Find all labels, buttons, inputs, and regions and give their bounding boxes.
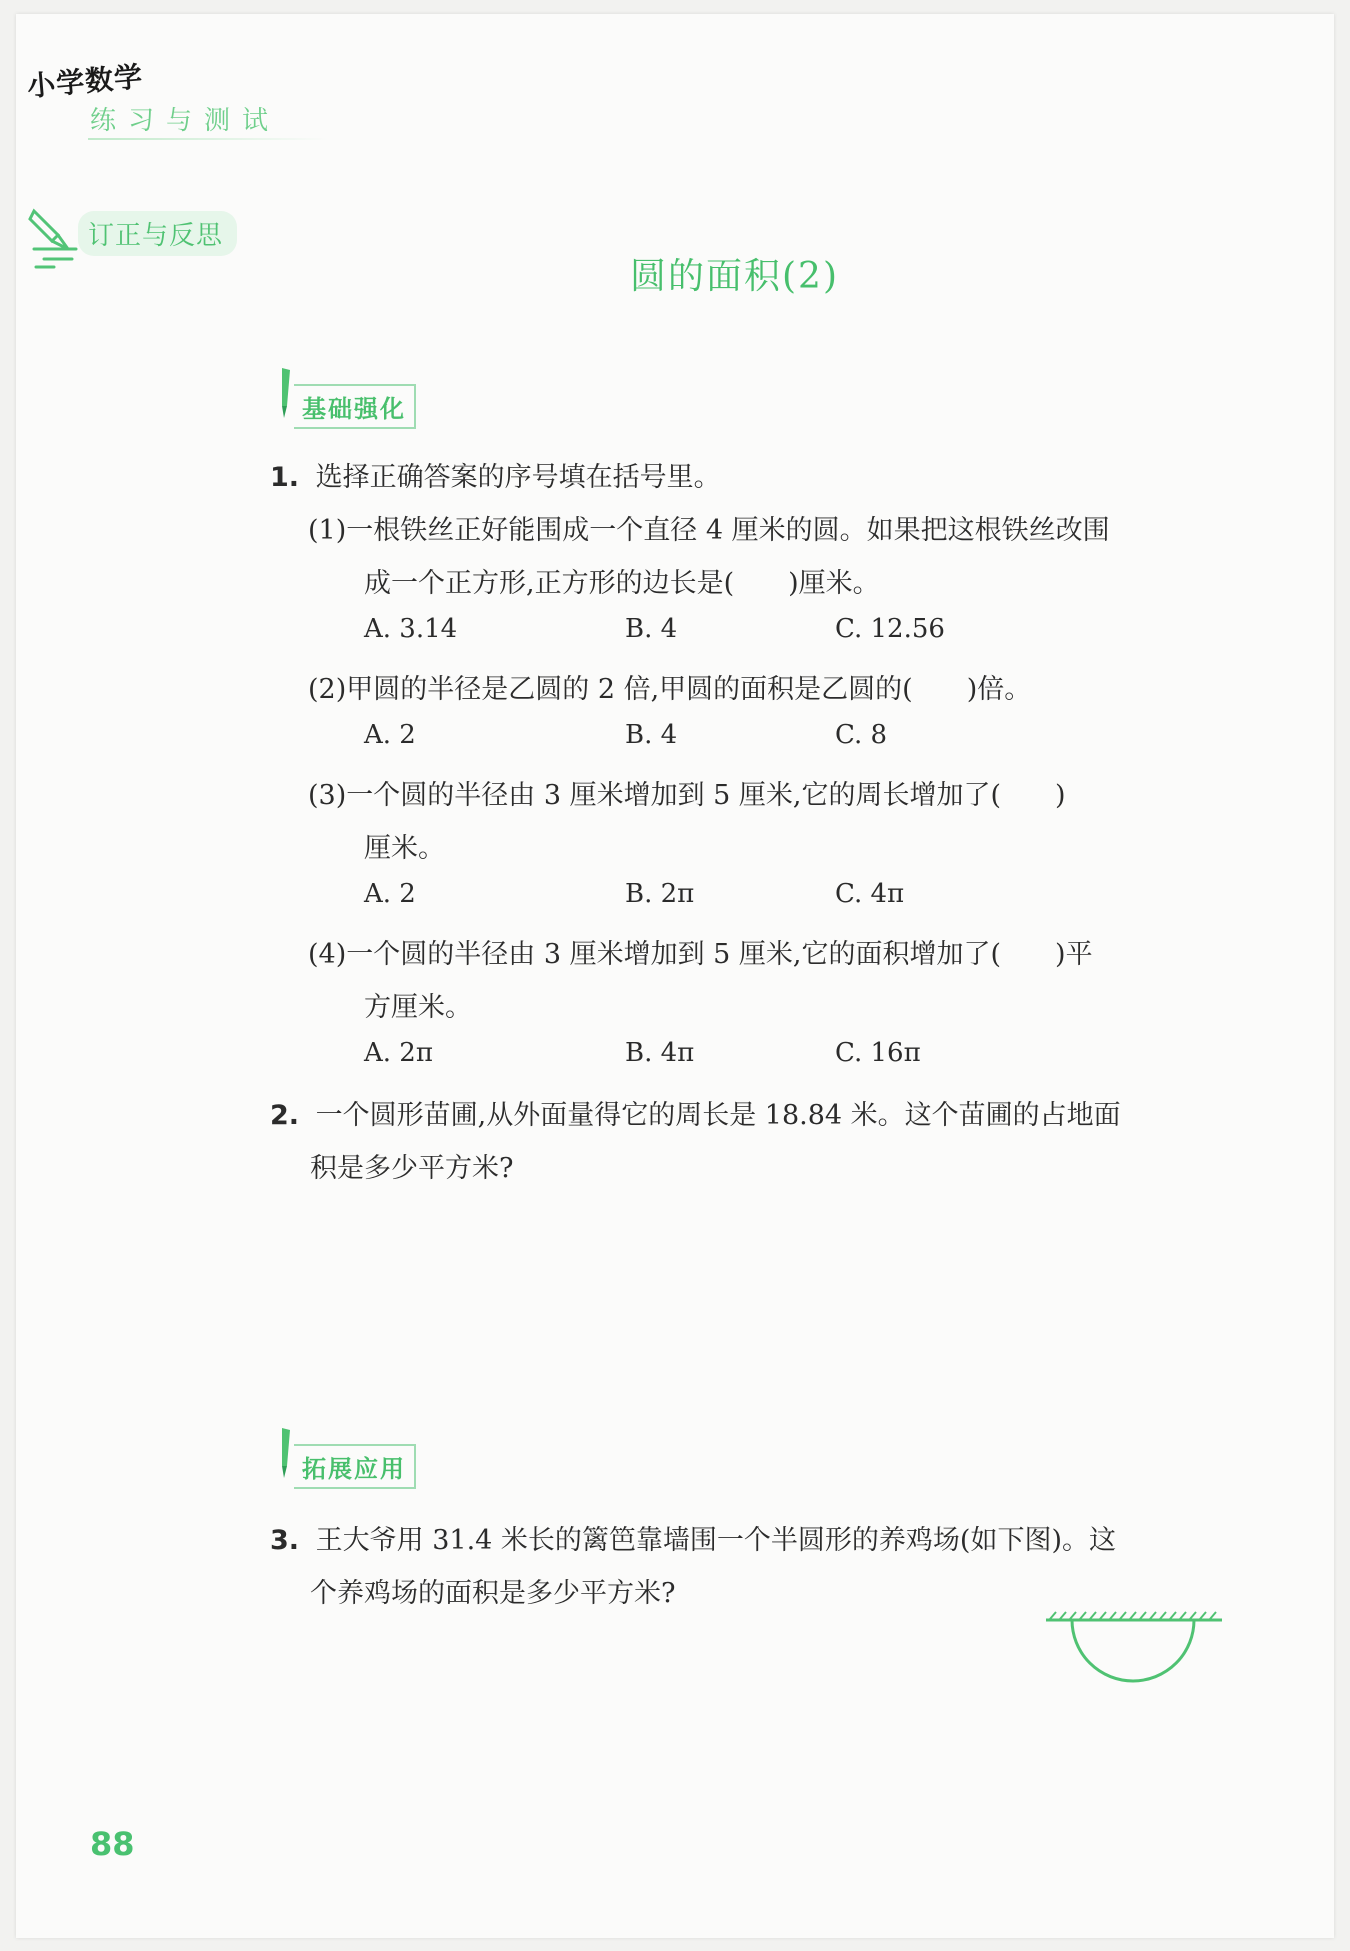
question-text-line2: 个养鸡场的面积是多少平方米? — [310, 1578, 676, 1609]
brand-title: 小学数学 — [25, 60, 145, 103]
sub-question-2: (2)甲圆的半径是乙圆的 2 倍,甲圆的面积是乙圆的( )倍。 — [308, 674, 1032, 705]
sub-question-4-line1: (4)一个圆的半径由 3 厘米增加到 5 厘米,它的面积增加了( )平 — [308, 939, 1093, 970]
question-stem: 选择正确答案的序号填在括号里。 — [315, 462, 721, 493]
question-3 — [270, 1518, 1116, 1557]
option-c: C. 12.56 — [835, 614, 945, 644]
section-label-basics: 基础强化 — [294, 384, 416, 429]
semicircle-coop-diagram — [1040, 1608, 1230, 1698]
question-number: 2. — [270, 1100, 300, 1131]
question-text-line1: 一个圆形苗圃,从外面量得它的周长是 18.84 米。这个苗圃的占地面 — [315, 1100, 1121, 1131]
review-label: 订正与反思 — [78, 211, 237, 256]
page-number: 88 — [90, 1825, 135, 1863]
option-b: B. 4π — [625, 1038, 695, 1068]
option-a: A. 2 — [364, 879, 416, 909]
option-a: A. 3.14 — [364, 614, 458, 644]
sub-question-1-line2: 成一个正方形,正方形的边长是( )厘米。 — [364, 568, 880, 599]
marker-pen-icon — [276, 1426, 294, 1482]
option-c: C. 8 — [835, 720, 888, 750]
question-number: 3. — [270, 1525, 300, 1556]
option-b: B. 4 — [625, 614, 678, 644]
question-text-line2: 积是多少平方米? — [310, 1153, 514, 1184]
sub-question-3-line2: 厘米。 — [364, 833, 445, 864]
option-a: A. 2π — [364, 1038, 433, 1068]
brand-subtitle: 练习与测试 — [90, 106, 281, 136]
marker-pen-icon — [276, 366, 294, 422]
question-2 — [270, 1093, 1121, 1132]
sub-question-1-line1: (1)一根铁丝正好能围成一个直径 4 厘米的圆。如果把这根铁丝改围 — [308, 515, 1110, 546]
option-c: C. 4π — [835, 879, 905, 909]
option-a: A. 2 — [364, 720, 416, 750]
question-1 — [270, 455, 721, 494]
brand-rule — [88, 138, 328, 140]
sub-question-3-line1: (3)一个圆的半径由 3 厘米增加到 5 厘米,它的周长增加了( ) — [308, 780, 1066, 811]
page-title: 圆的面积(2) — [630, 256, 839, 297]
semicircle-fence — [1072, 1620, 1194, 1681]
sub-question-4-line2: 方厘米。 — [364, 992, 472, 1023]
wall-hatching — [1050, 1612, 1216, 1619]
review-margin-label — [28, 205, 224, 279]
question-number: 1. — [270, 462, 300, 493]
option-b: B. 2π — [625, 879, 695, 909]
option-c: C. 16π — [835, 1038, 921, 1068]
question-text-line1: 王大爷用 31.4 米长的篱笆靠墙围一个半圆形的养鸡场(如下图)。这 — [315, 1525, 1116, 1556]
section-label-extension: 拓展应用 — [294, 1444, 416, 1489]
option-b: B. 4 — [625, 720, 678, 750]
